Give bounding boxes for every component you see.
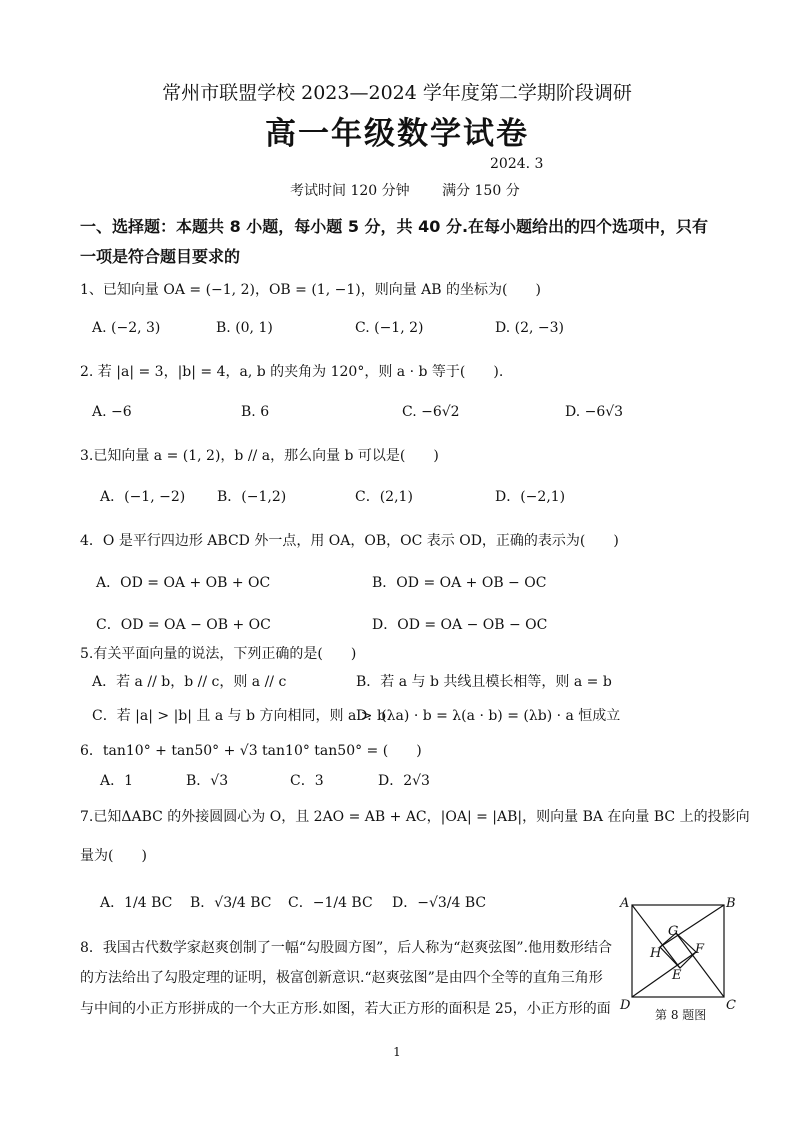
q4-option-a: A．OD = OA + OB + OC [96,575,271,591]
q5-option-b: B．若 a 与 b 共线且模长相等，则 a = b [356,674,612,690]
outer-square [632,905,724,997]
q5-option-d: D．(λa) · b = λ(a · b) = (λb) · a 恒成立 [356,708,621,724]
exam-title: 高一年级数学试卷 [265,116,529,152]
q2-option-d: D. −6√3 [565,404,624,420]
q4-option-c: C．OD = OA − OB + OC [96,617,271,633]
q7-option-d: D．−√3/4 BC [392,895,487,911]
q6-option-c: C．3 [290,773,324,789]
q3-stem: 3.已知向量 a = (1, 2)，b // a，那么向量 b 可以是( ) [80,448,439,464]
q7-option-c: C．−1/4 BC [288,895,373,911]
q1-stem: 1、已知向量 OA = (−1, 2)，OB = (1, −1)，则向量 AB 的坐标为( ) [80,282,541,298]
q7-option-a: A．1/4 BC [100,895,173,911]
page-number: 1 [393,1045,401,1059]
q4-option-d: D．OD = OA − OB − OC [372,617,548,633]
label-f: F [695,942,705,957]
q2-option-a: A. −6 [92,404,132,420]
zhao-shuang-diagram [618,895,738,1020]
q6-option-a: A．1 [100,773,134,789]
q7-option-b: B．√3/4 BC [190,895,272,911]
figure-caption: 第 8 题图 [655,1008,707,1022]
q4-option-b: B．OD = OA + OB − OC [372,575,547,591]
q8-line3: 与中间的小正方形拼成的一个大正方形.如图，若大正方形的面积是 25，小正方形的面 [80,1001,611,1017]
q5-stem: 5.有关平面向量的说法，下列正确的是( ) [80,646,357,662]
q4-stem: 4．O 是平行四边形 ABCD 外一点，用 OA，OB，OC 表示 OD，正确的表示为( ) [80,533,619,549]
q3-option-a: A．(−1, −2) [100,489,186,505]
label-d: D [620,998,631,1013]
q7-stem-line1: 7.已知ΔABC 的外接圆圆心为 O，且 2AO = AB + AC，|OA| = |AB|，则向量 BA 在向量 BC 上的投影向 [80,809,750,825]
label-c: C [726,998,736,1013]
q2-stem: 2. 若 |a| = 3，|b| = 4，a, b 的夹角为 120°，则 a · b 等于( ). [80,364,504,380]
label-h: H [650,946,662,961]
q3-option-d: D．(−2,1) [495,489,566,505]
q3-option-c: C．(2,1) [355,489,413,505]
q1-option-a: A. (−2, 3) [92,320,161,336]
q3-option-b: B．(−1,2) [217,489,287,505]
section1-heading: 一、选择题：本题共 8 小题，每小题 5 分，共 40 分.在每小题给出的四个选项中，只有一项是符合题目要求的 [80,217,709,266]
label-a: A [620,896,630,911]
school-title: 常州市联盟学校 2023—2024 学年度第二学期阶段调研 [162,82,632,104]
q2-option-c: C. −6√2 [402,404,460,420]
q1-option-b: B. (0, 1) [216,320,273,336]
q8-line1: 8．我国古代数学家赵爽创制了一幅“勾股圆方图”，后人称为“赵爽弦图”.他用数形结合 [80,940,612,956]
q8-line2: 的方法给出了勾股定理的证明，极富创新意识.“赵爽弦图”是由四个全等的直角三角形 [80,970,603,986]
q5-option-a: A．若 a // b，b // c，则 a // c [92,674,287,690]
label-g: G [668,924,679,939]
q2-option-b: B. 6 [241,404,270,420]
q5-option-c: C．若 |a| > |b| 且 a 与 b 方向相同，则 a > b [92,708,386,724]
line-d-f [632,952,696,997]
q6-option-d: D．2√3 [378,773,430,789]
q1-option-c: C. (−1, 2) [355,320,424,336]
q6-option-b: B．√3 [186,773,229,789]
q1-option-d: D. (2, −3) [495,320,564,336]
exam-time-info: 考试时间 120 分钟 满分 150 分 [290,183,520,199]
exam-date: 2024. 3 [490,156,544,172]
label-e: E [672,968,682,983]
q7-stem-line2: 量为( ) [80,848,147,864]
label-b: B [726,896,736,911]
q6-stem: 6．tan10° + tan50° + √3 tan10° tan50° = ( ) [80,743,422,759]
